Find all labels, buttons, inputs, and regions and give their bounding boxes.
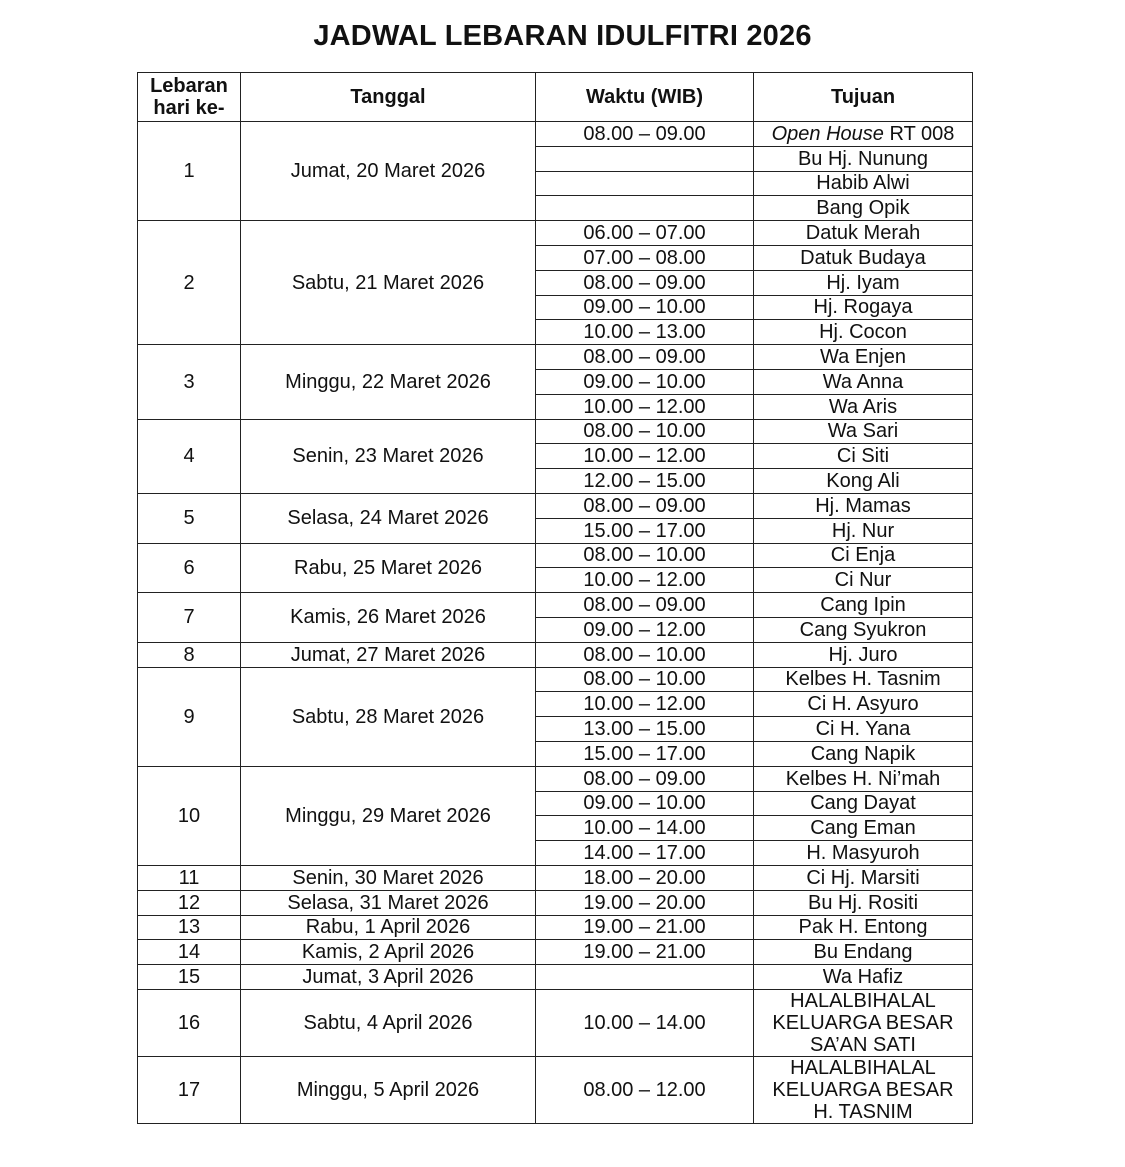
cell-hari: 16 — [138, 989, 241, 1056]
cell-waktu: 09.00 – 12.00 — [536, 617, 754, 642]
cell-waktu: 10.00 – 12.00 — [536, 692, 754, 717]
header-row — [138, 73, 973, 122]
cell-tanggal: Sabtu, 28 Maret 2026 — [241, 667, 536, 766]
cell-waktu: 08.00 – 10.00 — [536, 543, 754, 568]
cell-hari: 5 — [138, 493, 241, 543]
cell-waktu: 08.00 – 12.00 — [536, 1056, 754, 1123]
cell-waktu: 08.00 – 10.00 — [536, 419, 754, 444]
header-waktu: Waktu (WIB) — [536, 73, 754, 122]
cell-tanggal: Selasa, 31 Maret 2026 — [241, 890, 536, 915]
cell-tujuan: Kelbes H. Tasnim — [754, 667, 973, 692]
cell-waktu: 08.00 – 09.00 — [536, 766, 754, 791]
cell-waktu: 15.00 – 17.00 — [536, 741, 754, 766]
table-row — [138, 667, 973, 692]
table-header — [138, 73, 973, 122]
cell-waktu: 08.00 – 09.00 — [536, 493, 754, 518]
cell-tujuan: Cang Eman — [754, 816, 973, 841]
cell-waktu: 09.00 – 10.00 — [536, 369, 754, 394]
cell-hari: 4 — [138, 419, 241, 493]
cell-hari: 9 — [138, 667, 241, 766]
tujuan-italic-text: Open House — [771, 122, 884, 145]
cell-waktu: 19.00 – 21.00 — [536, 915, 754, 940]
table-row — [138, 1056, 973, 1123]
cell-tujuan: Pak H. Entong — [754, 915, 973, 940]
cell-tujuan: HALALBIHALAL KELUARGA BESAR SA’AN SATI — [754, 989, 973, 1056]
cell-waktu: 08.00 – 09.00 — [536, 345, 754, 370]
cell-tanggal: Sabtu, 21 Maret 2026 — [241, 221, 536, 345]
cell-tanggal: Jumat, 20 Maret 2026 — [241, 122, 536, 221]
cell-tujuan: Hj. Mamas — [754, 493, 973, 518]
table-row — [138, 940, 973, 965]
cell-tujuan: Ci H. Yana — [754, 717, 973, 742]
table-row — [138, 221, 973, 246]
cell-tanggal: Sabtu, 4 April 2026 — [241, 989, 536, 1056]
table-row — [138, 122, 973, 147]
header-tanggal: Tanggal — [241, 73, 536, 122]
cell-tujuan: Ci Nur — [754, 568, 973, 593]
cell-tujuan: Kelbes H. Ni’mah — [754, 766, 973, 791]
cell-waktu — [536, 196, 754, 221]
cell-hari: 12 — [138, 890, 241, 915]
cell-waktu: 12.00 – 15.00 — [536, 469, 754, 494]
cell-tujuan: Hj. Juro — [754, 642, 973, 667]
cell-waktu — [536, 171, 754, 196]
cell-tujuan: Cang Ipin — [754, 593, 973, 618]
cell-waktu: 10.00 – 12.00 — [536, 444, 754, 469]
cell-waktu: 18.00 – 20.00 — [536, 865, 754, 890]
table-row — [138, 345, 973, 370]
cell-tujuan: Wa Hafiz — [754, 965, 973, 990]
cell-waktu: 08.00 – 10.00 — [536, 642, 754, 667]
cell-waktu: 09.00 – 10.00 — [536, 791, 754, 816]
table-row — [138, 766, 973, 791]
tujuan-text: RT 008 — [889, 122, 955, 145]
cell-tujuan: Ci H. Asyuro — [754, 692, 973, 717]
cell-hari: 1 — [138, 122, 241, 221]
cell-tanggal: Jumat, 27 Maret 2026 — [241, 642, 536, 667]
cell-hari: 14 — [138, 940, 241, 965]
cell-tanggal: Selasa, 24 Maret 2026 — [241, 493, 536, 543]
table-row — [138, 915, 973, 940]
cell-waktu: 07.00 – 08.00 — [536, 245, 754, 270]
cell-waktu: 13.00 – 15.00 — [536, 717, 754, 742]
cell-hari: 15 — [138, 965, 241, 990]
cell-hari: 3 — [138, 345, 241, 419]
cell-waktu: 08.00 – 09.00 — [536, 270, 754, 295]
cell-tujuan: Bu Endang — [754, 940, 973, 965]
cell-hari: 17 — [138, 1056, 241, 1123]
cell-tanggal: Minggu, 22 Maret 2026 — [241, 345, 536, 419]
cell-tanggal: Jumat, 3 April 2026 — [241, 965, 536, 990]
cell-tujuan: Hj. Cocon — [754, 320, 973, 345]
cell-hari: 13 — [138, 915, 241, 940]
cell-tujuan: Hj. Nur — [754, 518, 973, 543]
cell-tujuan: Wa Aris — [754, 394, 973, 419]
cell-tujuan: Cang Dayat — [754, 791, 973, 816]
cell-waktu: 09.00 – 10.00 — [536, 295, 754, 320]
cell-waktu: 10.00 – 14.00 — [536, 989, 754, 1056]
table-row — [138, 642, 973, 667]
table-body — [138, 122, 973, 1124]
cell-tanggal: Rabu, 1 April 2026 — [241, 915, 536, 940]
table-row — [138, 865, 973, 890]
cell-waktu: 08.00 – 09.00 — [536, 593, 754, 618]
cell-waktu: 10.00 – 13.00 — [536, 320, 754, 345]
cell-tujuan: Bu Hj. Rositi — [754, 890, 973, 915]
cell-tujuan: H. Masyuroh — [754, 841, 973, 866]
cell-hari: 6 — [138, 543, 241, 593]
cell-tujuan: Wa Sari — [754, 419, 973, 444]
cell-tujuan: Ci Enja — [754, 543, 973, 568]
cell-tujuan: Wa Enjen — [754, 345, 973, 370]
header-hari: Lebaran hari ke- — [138, 73, 241, 122]
page-title: JADWAL LEBARAN IDULFITRI 2026 — [313, 20, 812, 52]
cell-tujuan: Datuk Merah — [754, 221, 973, 246]
cell-tanggal: Senin, 23 Maret 2026 — [241, 419, 536, 493]
table-row — [138, 989, 973, 1056]
cell-waktu: 08.00 – 10.00 — [536, 667, 754, 692]
cell-tanggal: Senin, 30 Maret 2026 — [241, 865, 536, 890]
cell-waktu: 08.00 – 09.00 — [536, 122, 754, 147]
schedule-table — [137, 72, 973, 1124]
cell-waktu — [536, 965, 754, 990]
cell-tujuan: Kong Ali — [754, 469, 973, 494]
cell-tujuan: Hj. Rogaya — [754, 295, 973, 320]
cell-hari: 10 — [138, 766, 241, 865]
cell-tujuan: Cang Napik — [754, 741, 973, 766]
header-tujuan: Tujuan — [754, 73, 973, 122]
cell-tujuan: Cang Syukron — [754, 617, 973, 642]
table-row — [138, 965, 973, 990]
cell-waktu: 10.00 – 14.00 — [536, 816, 754, 841]
cell-tujuan: Ci Siti — [754, 444, 973, 469]
cell-tujuan — [754, 122, 973, 147]
cell-tanggal: Kamis, 2 April 2026 — [241, 940, 536, 965]
cell-tujuan: Datuk Budaya — [754, 245, 973, 270]
cell-waktu: 19.00 – 20.00 — [536, 890, 754, 915]
table-row — [138, 493, 973, 518]
cell-tujuan: Ci Hj. Marsiti — [754, 865, 973, 890]
cell-waktu: 06.00 – 07.00 — [536, 221, 754, 246]
cell-tujuan: HALALBIHALAL KELUARGA BESAR H. TASNIM — [754, 1056, 973, 1123]
table-row — [138, 419, 973, 444]
cell-hari: 2 — [138, 221, 241, 345]
cell-tanggal: Rabu, 25 Maret 2026 — [241, 543, 536, 593]
cell-tujuan: Hj. Iyam — [754, 270, 973, 295]
table-row — [138, 890, 973, 915]
cell-tujuan: Bu Hj. Nunung — [754, 146, 973, 171]
cell-waktu: 15.00 – 17.00 — [536, 518, 754, 543]
table-row — [138, 593, 973, 618]
cell-tujuan: Wa Anna — [754, 369, 973, 394]
cell-tanggal: Minggu, 5 April 2026 — [241, 1056, 536, 1123]
cell-tanggal: Minggu, 29 Maret 2026 — [241, 766, 536, 865]
cell-tanggal: Kamis, 26 Maret 2026 — [241, 593, 536, 643]
cell-waktu: 14.00 – 17.00 — [536, 841, 754, 866]
cell-hari: 7 — [138, 593, 241, 643]
table-row — [138, 543, 973, 568]
cell-hari: 11 — [138, 865, 241, 890]
cell-tujuan: Bang Opik — [754, 196, 973, 221]
cell-waktu: 19.00 – 21.00 — [536, 940, 754, 965]
cell-tujuan: Habib Alwi — [754, 171, 973, 196]
cell-waktu — [536, 146, 754, 171]
cell-hari: 8 — [138, 642, 241, 667]
cell-waktu: 10.00 – 12.00 — [536, 568, 754, 593]
cell-waktu: 10.00 – 12.00 — [536, 394, 754, 419]
